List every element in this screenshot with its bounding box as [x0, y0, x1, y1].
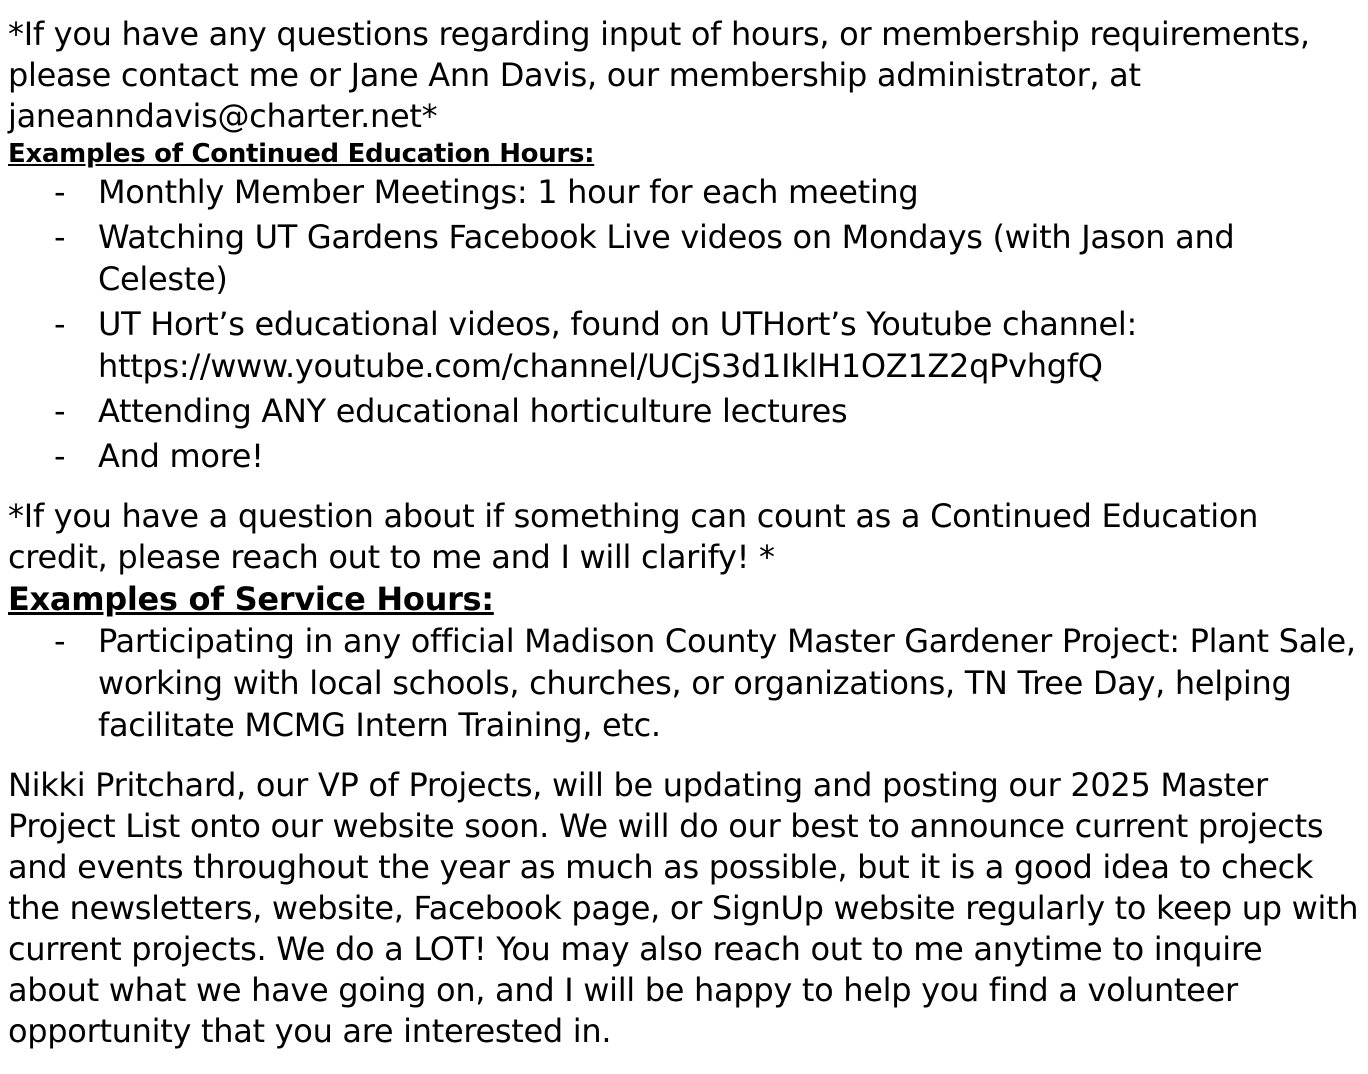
dash-bullet: - [54, 173, 66, 211]
list-item [8, 620, 1360, 746]
dash-bullet: - [54, 218, 66, 256]
list-item [8, 390, 1360, 432]
continued-education-list [8, 171, 1360, 477]
list-item [8, 303, 1360, 387]
dash-bullet: - [54, 392, 66, 430]
document-body [8, 14, 1360, 1052]
list-item [8, 171, 1360, 213]
list-item-text: Participating in any official Madison County Master Gardener Project: Plant Sale, working with local schools, churches, or organizations, TN Tree Day, helping facilitate MCMG Intern Training, etc. [98, 622, 1356, 744]
list-item-text: UT Hort’s educational videos, found on UTHort’s Youtube channel: https://www.youtube.com/channel/UCjS3d1IklH1OZ1Z2qPvhgfQ [98, 305, 1137, 385]
list-item-text: Attending ANY educational horticulture lectures [98, 392, 848, 430]
list-item [8, 435, 1360, 477]
list-item [8, 216, 1360, 300]
list-item-text: Monthly Member Meetings: 1 hour for each meeting [98, 173, 919, 211]
dash-bullet: - [54, 622, 66, 660]
continued-education-heading: Examples of Continued Education Hours: [8, 139, 595, 169]
list-item-text: Watching UT Gardens Facebook Live videos on Mondays (with Jason and Celeste) [98, 218, 1235, 298]
service-hours-list [8, 620, 1360, 746]
service-hours-heading: Examples of Service Hours: [8, 580, 494, 618]
dash-bullet: - [54, 305, 66, 343]
dash-bullet: - [54, 437, 66, 475]
closing-paragraph: Nikki Pritchard, our VP of Projects, will be updating and posting our 2025 Master Project List onto our website soon. We will do our best to announce current projects and events throughout the year as much as possible, but it is a good idea to check the newsletters, website, Facebook page, or SignUp website regularly to keep up with current projects. We do a LOT! You may also reach out to me anytime to inquire about what we have going on, and I will be happy to help you find a volunteer opportunity that you are interested in. [8, 766, 1359, 1050]
contact-note: *If you have any questions regarding input of hours, or membership requirements, please contact me or Jane Ann Davis, our membership administrator, at janeanndavis@charter.net* [8, 15, 1310, 135]
spacer [8, 480, 1360, 496]
list-item-text: And more! [98, 437, 264, 475]
continued-education-note: *If you have a question about if something can count as a Continued Education credit, please reach out to me and I will clarify! * [8, 497, 1259, 576]
spacer [8, 749, 1360, 765]
